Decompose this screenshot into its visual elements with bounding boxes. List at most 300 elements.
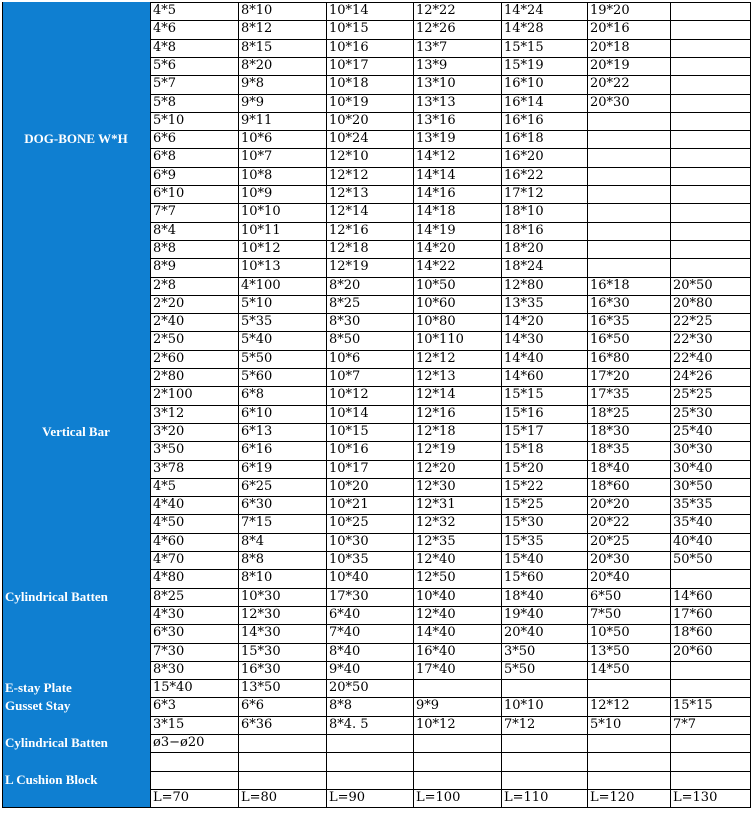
table-cell: 25*40 (673, 423, 713, 439)
table-cell: 7*7 (153, 204, 177, 220)
table-cell: 20*60 (673, 643, 713, 659)
table-cell: 5*35 (241, 314, 273, 330)
grid-line-horizontal (2, 807, 751, 808)
table-cell: 5*10 (590, 716, 622, 732)
table-cell: 20*25 (590, 533, 630, 549)
table-cell: 10*6 (329, 350, 361, 366)
table-cell: 8*20 (241, 57, 273, 73)
table-cell (671, 240, 750, 258)
table-cell: 5*10 (241, 295, 273, 311)
table-cell: 8*50 (329, 332, 361, 348)
table-cell: ø3−ø20 (153, 735, 205, 750)
grid-line-vertical (501, 2, 502, 807)
table-cell: 9*40 (329, 661, 361, 677)
table-cell (414, 752, 501, 770)
table-cell: 10*30 (329, 533, 369, 549)
table-cell (327, 771, 413, 789)
table-cell (588, 203, 670, 221)
table-cell: 8*25 (329, 295, 361, 311)
table-cell: 8*9 (153, 259, 177, 275)
table-cell: 22*25 (673, 314, 713, 330)
table-cell (588, 185, 670, 203)
table-cell: 18*30 (590, 423, 630, 439)
table-cell: 14*30 (241, 625, 281, 641)
category-label: E-stay Plate (2, 679, 150, 697)
table-cell: 15*30 (504, 515, 544, 531)
table-cell: 6*9 (153, 167, 177, 183)
table-cell: 10*16 (329, 39, 369, 55)
table-cell: 2*40 (153, 314, 185, 330)
table-cell (588, 258, 670, 276)
table-cell: 12*26 (416, 21, 456, 37)
table-cell: 8*4 (153, 222, 177, 238)
table-cell: 6*16 (241, 442, 273, 458)
table-cell: 6*19 (241, 460, 273, 476)
table-cell: 5*60 (241, 369, 273, 384)
table-cell: 12*19 (329, 259, 369, 275)
table-cell: L=70 (153, 789, 190, 805)
table-cell: 8*4. 5 (329, 716, 369, 732)
table-cell: 8*30 (153, 661, 185, 677)
table-cell: 19*20 (590, 3, 630, 18)
spec-table (2, 2, 752, 831)
table-cell (239, 771, 326, 789)
table-cell: 12*13 (329, 186, 369, 201)
table-cell: 14*12 (416, 149, 456, 165)
table-cell: 4*40 (153, 497, 185, 513)
table-cell: 8*4 (241, 533, 265, 549)
table-cell: 2*8 (153, 277, 177, 293)
table-cell: 10*9 (241, 186, 273, 201)
table-cell (671, 222, 750, 240)
table-cell: 20*16 (590, 21, 630, 37)
table-cell: 10*40 (329, 570, 369, 586)
table-cell: 15*18 (504, 442, 544, 458)
table-cell: 15*17 (504, 423, 544, 439)
table-cell: 15*19 (504, 57, 544, 73)
table-cell: 12*14 (329, 204, 369, 220)
table-cell: 4*100 (241, 277, 281, 293)
table-cell: 9*9 (416, 698, 440, 714)
table-cell: 16*50 (590, 332, 630, 348)
table-cell: 3*50 (504, 643, 536, 659)
table-cell: 6*6 (241, 698, 265, 714)
grid-line-vertical (413, 2, 414, 807)
table-cell: 17*20 (590, 369, 630, 384)
table-cell: 3*12 (153, 405, 185, 421)
table-cell: 18*60 (590, 478, 630, 494)
grid-line-horizontal (150, 2, 751, 3)
table-cell: 20*40 (590, 570, 630, 586)
table-cell (671, 752, 750, 770)
table-cell: 20*20 (590, 497, 630, 513)
table-cell (502, 771, 587, 789)
table-cell (151, 771, 238, 789)
table-cell: 14*28 (504, 21, 544, 37)
table-cell (414, 734, 501, 752)
table-cell: 20*18 (590, 39, 630, 55)
table-cell: 10*7 (241, 149, 273, 165)
table-cell: 10*11 (241, 222, 281, 238)
table-cell: 20*22 (590, 515, 630, 531)
grid-line-vertical (587, 2, 588, 807)
table-cell (327, 752, 413, 770)
table-cell: 10*60 (416, 295, 456, 311)
table-cell (671, 94, 750, 112)
table-cell: 14*18 (416, 204, 456, 220)
table-cell: 15*15 (504, 39, 544, 55)
table-cell: 12*35 (416, 533, 456, 549)
table-cell: 6*6 (153, 131, 177, 147)
table-cell: 10*6 (241, 131, 273, 147)
table-cell: 4*50 (153, 515, 185, 531)
table-cell: 20*50 (673, 277, 713, 293)
table-cell: 10*24 (329, 131, 369, 147)
table-cell (588, 167, 670, 185)
table-cell: 20*50 (329, 680, 369, 696)
table-cell: 4*8 (153, 39, 177, 55)
table-cell: 4*80 (153, 570, 185, 586)
table-cell (671, 258, 750, 276)
table-cell (588, 679, 670, 697)
table-cell: 18*16 (504, 222, 544, 238)
table-cell: L=130 (673, 789, 718, 805)
table-cell: 14*14 (416, 167, 456, 183)
table-cell: 14*24 (504, 3, 544, 18)
table-cell: 10*16 (329, 442, 369, 458)
table-cell: 15*40 (504, 552, 544, 567)
table-cell: 8*40 (329, 643, 361, 659)
table-cell (671, 39, 750, 57)
table-cell: 10*20 (329, 478, 369, 494)
table-cell: 12*40 (416, 606, 456, 622)
table-cell: 10*21 (329, 497, 369, 513)
table-cell: 14*60 (504, 369, 544, 384)
table-cell (671, 771, 750, 789)
table-cell: 10*20 (329, 112, 369, 128)
table-cell: 12*20 (416, 460, 456, 476)
table-cell: 5*50 (241, 350, 273, 366)
table-cell: 15*30 (241, 643, 281, 659)
table-cell: 10*50 (590, 625, 630, 641)
table-cell: 8*8 (153, 240, 177, 256)
table-cell: 13*16 (416, 112, 456, 128)
table-cell: 10*12 (329, 387, 369, 403)
table-cell: 12*14 (416, 387, 456, 403)
table-cell: 16*80 (590, 350, 630, 366)
table-cell: 16*30 (590, 295, 630, 311)
table-cell: 8*12 (241, 21, 273, 37)
table-cell: 5*40 (241, 332, 273, 348)
table-cell (588, 734, 670, 752)
table-cell: 3*20 (153, 423, 185, 439)
table-cell: 7*12 (504, 716, 536, 732)
table-cell: 6*40 (329, 606, 361, 622)
table-cell: 20*40 (504, 625, 544, 641)
table-cell: 8*30 (329, 314, 361, 330)
table-cell: 17*60 (673, 606, 713, 622)
table-cell (588, 148, 670, 166)
table-cell: 12*40 (416, 552, 456, 567)
table-cell: 30*50 (673, 478, 713, 494)
table-cell: 8*15 (241, 39, 273, 55)
table-cell: 13*19 (416, 131, 456, 147)
table-cell: 12*30 (241, 606, 281, 622)
table-cell: 22*30 (673, 332, 713, 348)
table-cell (239, 734, 326, 752)
table-cell: 10*40 (416, 588, 456, 604)
table-cell (588, 752, 670, 770)
table-cell: 12*22 (416, 3, 456, 18)
table-cell: 16*22 (504, 167, 544, 183)
grid-line-vertical (326, 2, 327, 807)
table-cell: 10*17 (329, 57, 369, 73)
table-cell (671, 661, 750, 679)
table-cell: L=110 (504, 789, 549, 805)
table-cell: 10*12 (241, 240, 281, 256)
table-cell: 14*30 (504, 332, 544, 348)
table-cell: 9*8 (241, 76, 265, 92)
table-cell (588, 222, 670, 240)
table-cell: 13*13 (416, 94, 456, 110)
table-cell: 14*60 (673, 588, 713, 604)
table-cell: 2*100 (153, 387, 193, 403)
table-cell (671, 203, 750, 221)
category-label: Cylindrical Batten (2, 588, 150, 680)
table-cell: 30*40 (673, 460, 713, 476)
table-cell: 7*30 (153, 643, 185, 659)
table-cell (502, 734, 587, 752)
table-cell: 6*50 (590, 588, 622, 604)
table-cell: 10*12 (416, 716, 456, 732)
table-cell: 13*50 (590, 643, 630, 659)
table-cell: 25*30 (673, 405, 713, 421)
table-cell: 4*6 (153, 21, 177, 37)
table-cell: 12*16 (416, 405, 456, 421)
table-cell: 20*19 (590, 57, 630, 73)
table-cell: 4*5 (153, 478, 177, 494)
table-cell: L=120 (590, 789, 635, 805)
table-cell: 10*50 (416, 277, 456, 293)
table-cell: 2*50 (153, 332, 185, 348)
table-cell: 6*30 (153, 625, 185, 641)
table-cell: 12*32 (416, 515, 456, 531)
category-label: DOG-BONE W*H (2, 2, 150, 277)
table-cell: 12*10 (329, 149, 369, 165)
table-cell (671, 2, 750, 20)
table-cell: 3*15 (153, 716, 185, 732)
table-cell (671, 75, 750, 93)
table-cell: 10*13 (241, 259, 281, 275)
table-cell (414, 771, 501, 789)
table-cell (588, 130, 670, 148)
table-cell: 7*15 (241, 515, 273, 531)
table-cell: 15*16 (504, 405, 544, 421)
table-cell: 15*25 (504, 497, 544, 513)
table-cell: 9*11 (241, 112, 273, 128)
table-cell: 16*16 (504, 112, 544, 128)
table-cell: 6*30 (241, 497, 273, 513)
table-cell: 8*20 (329, 277, 361, 293)
table-cell: 16*18 (504, 131, 544, 147)
table-cell: 10*10 (241, 204, 281, 220)
table-cell (327, 734, 413, 752)
table-cell: 6*10 (241, 405, 273, 421)
table-cell: 10*80 (416, 314, 456, 330)
table-cell: 5*50 (504, 661, 536, 677)
table-cell: 13*50 (241, 680, 281, 696)
table-cell: 4*60 (153, 533, 185, 549)
table-cell: 18*60 (673, 625, 713, 641)
table-cell: 15*60 (504, 570, 544, 586)
table-cell (588, 112, 670, 130)
table-cell: 10*14 (329, 3, 369, 18)
table-cell: 12*12 (590, 698, 630, 714)
table-cell: 3*50 (153, 442, 185, 458)
table-cell: 14*19 (416, 222, 456, 238)
table-cell: 10*8 (241, 167, 273, 183)
table-cell: 10*17 (329, 460, 369, 476)
table-cell: 18*10 (504, 204, 544, 220)
table-cell: 35*35 (673, 497, 713, 513)
table-cell: 20*30 (590, 552, 630, 567)
table-cell: 7*50 (590, 606, 622, 622)
table-cell: 6*10 (153, 186, 185, 201)
table-cell: L=100 (416, 789, 461, 805)
table-cell: 10*25 (329, 515, 369, 531)
table-cell: 16*18 (590, 277, 630, 293)
table-cell: 3*78 (153, 460, 185, 476)
table-cell: 10*30 (241, 588, 281, 604)
table-cell: 8*25 (153, 588, 185, 604)
table-cell: 18*25 (590, 405, 630, 421)
table-cell: 8*8 (241, 552, 265, 567)
grid-line-vertical (750, 2, 751, 807)
table-cell (671, 734, 750, 752)
table-cell: 8*10 (241, 570, 273, 586)
table-cell: 6*8 (153, 149, 177, 165)
table-cell: 12*80 (504, 277, 544, 293)
table-cell: 14*40 (504, 350, 544, 366)
table-cell: 7*7 (673, 716, 697, 732)
table-cell (671, 185, 750, 203)
table-cell: 13*7 (416, 39, 448, 55)
table-cell (151, 752, 238, 770)
table-cell: 6*36 (241, 716, 273, 732)
table-cell: 12*18 (416, 423, 456, 439)
table-cell: 10*35 (329, 552, 369, 567)
category-label: Cylindrical Batten (2, 734, 150, 771)
table-cell: 14*16 (416, 186, 456, 201)
table-cell (671, 20, 750, 38)
table-cell: 14*40 (416, 625, 456, 641)
table-cell (671, 167, 750, 185)
grid-line-vertical (670, 2, 671, 807)
table-cell: 14*50 (590, 661, 630, 677)
table-cell: 18*20 (504, 240, 544, 256)
table-cell: 20*80 (673, 295, 713, 311)
table-cell: 10*7 (329, 369, 361, 384)
table-cell: 15*15 (673, 698, 713, 714)
table-cell: 19*40 (504, 606, 544, 622)
table-cell: 18*24 (504, 259, 544, 275)
table-cell: 25*25 (673, 387, 713, 403)
table-cell (588, 240, 670, 258)
table-cell: 40*40 (673, 533, 713, 549)
table-cell (502, 752, 587, 770)
table-cell: 35*40 (673, 515, 713, 531)
table-cell: 8*8 (329, 698, 353, 714)
table-cell: 4*70 (153, 552, 185, 567)
table-cell: 9*9 (241, 94, 265, 110)
table-cell: 6*3 (153, 698, 177, 714)
table-cell: 12*18 (329, 240, 369, 256)
table-cell: 17*30 (329, 588, 369, 604)
table-cell: 10*15 (329, 21, 369, 37)
table-cell: 10*19 (329, 94, 369, 110)
table-cell: 12*50 (416, 570, 456, 586)
table-cell: 14*20 (504, 314, 544, 330)
table-cell (671, 148, 750, 166)
table-cell: 5*6 (153, 57, 177, 73)
table-cell (588, 771, 670, 789)
table-cell: 12*31 (416, 497, 456, 513)
table-cell: 12*30 (416, 478, 456, 494)
table-cell: 30*30 (673, 442, 713, 458)
table-cell: L=80 (241, 789, 278, 805)
table-cell (239, 752, 326, 770)
table-cell: 17*35 (590, 387, 630, 403)
table-cell: L=90 (329, 789, 366, 805)
table-cell: 2*80 (153, 369, 185, 384)
table-cell: 2*60 (153, 350, 185, 366)
table-cell: 15*20 (504, 460, 544, 476)
table-cell: 10*18 (329, 76, 369, 92)
table-cell: 10*15 (329, 423, 369, 439)
table-cell: 10*10 (504, 698, 544, 714)
table-cell: 12*12 (416, 350, 456, 366)
table-cell: 15*15 (504, 387, 544, 403)
table-cell: 5*8 (153, 94, 177, 110)
table-cell: 17*40 (416, 661, 456, 677)
table-cell: 24*26 (673, 369, 713, 384)
table-cell: 18*35 (590, 442, 630, 458)
table-cell: 12*19 (416, 442, 456, 458)
table-cell: 15*40 (153, 680, 193, 696)
table-cell: 16*10 (504, 76, 544, 92)
table-cell: 14*22 (416, 259, 456, 275)
table-cell: 6*13 (241, 423, 273, 439)
grid-line-vertical (2, 2, 3, 807)
table-cell: 20*30 (590, 94, 630, 110)
table-cell: 12*12 (329, 167, 369, 183)
table-cell: 6*8 (241, 387, 265, 403)
table-cell: 8*10 (241, 3, 273, 18)
table-cell: 14*20 (416, 240, 456, 256)
table-cell: 12*16 (329, 222, 369, 238)
table-cell: 10*14 (329, 405, 369, 421)
table-cell: 13*35 (504, 295, 544, 311)
table-cell (502, 679, 587, 697)
grid-line-vertical (238, 2, 239, 807)
table-cell: 4*5 (153, 3, 177, 18)
table-cell: 17*12 (504, 186, 544, 201)
table-cell: 16*20 (504, 149, 544, 165)
table-cell: 5*7 (153, 76, 177, 92)
table-cell: 13*10 (416, 76, 456, 92)
table-cell (671, 130, 750, 148)
category-label: L Cushion Block (2, 771, 150, 808)
